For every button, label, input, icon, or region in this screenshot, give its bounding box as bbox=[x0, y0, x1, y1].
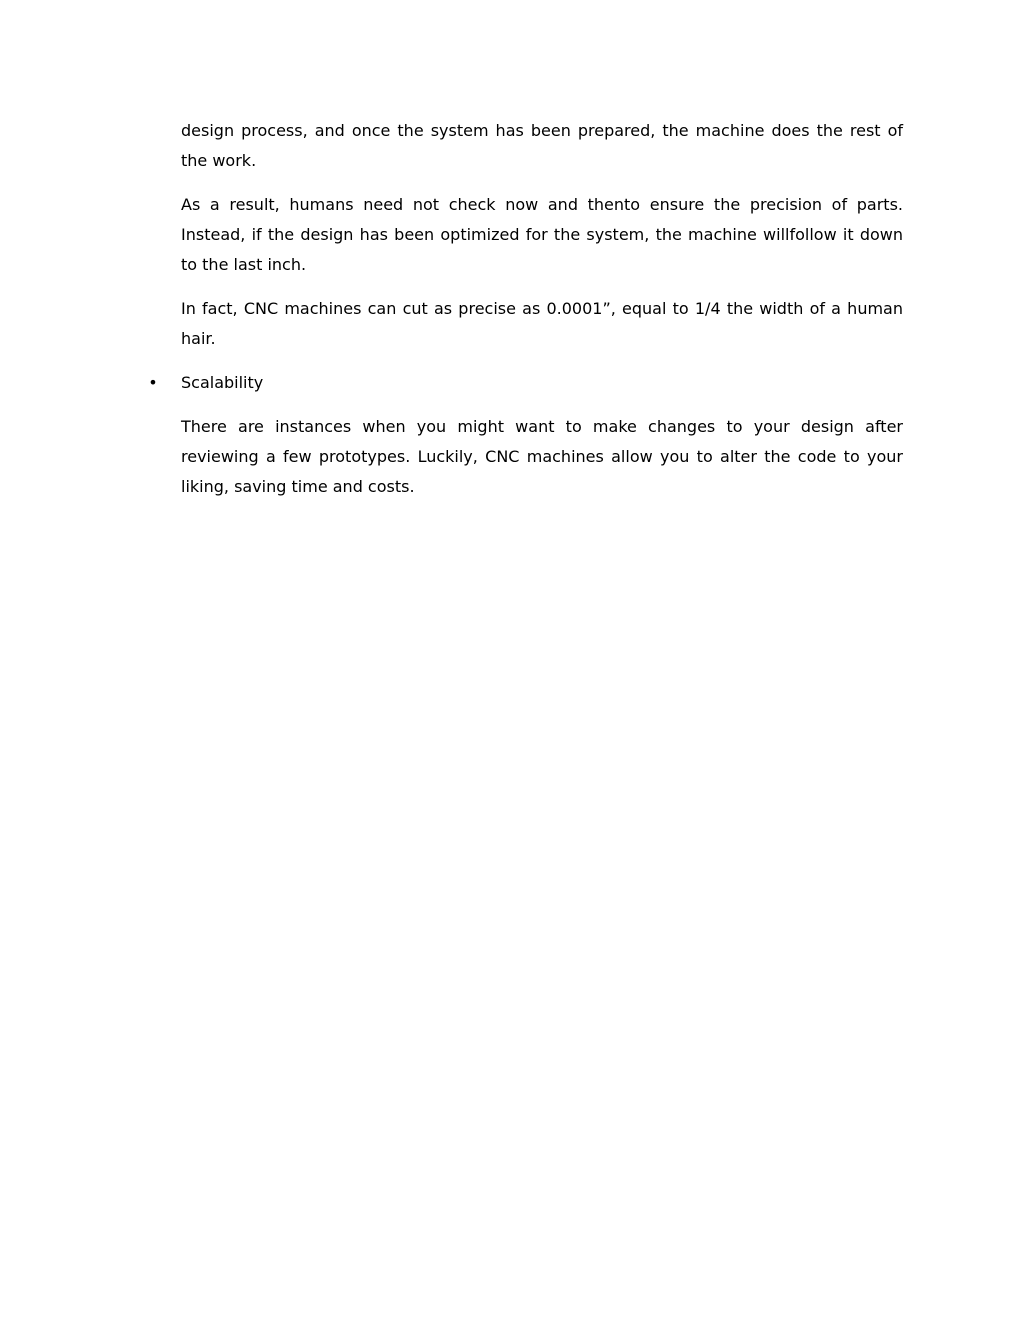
document-body bbox=[148, 116, 903, 516]
paragraph-design-process: design process, and once the system has been prepared, the machine does the rest of the work. bbox=[181, 121, 903, 170]
paragraph-scalability: There are instances when you might want to make changes to your design after reviewing a few prototypes. Luckily, CNC machines allow you to alter the code to your liking, saving time and costs. bbox=[181, 417, 903, 496]
paragraph-cut-precision: In fact, CNC machines can cut as precise as 0.0001”, equal to 1/4 the width of a human hair. bbox=[181, 299, 903, 348]
bullet-marker: • bbox=[148, 373, 158, 392]
paragraph-precision: As a result, humans need not check now and thento ensure the precision of parts. Instead, if the design has been optimized for the system, the machine willfollow it down to the last inch. bbox=[181, 195, 903, 274]
bullet-label: Scalability bbox=[181, 373, 264, 392]
bullet-item-scalability bbox=[148, 368, 903, 398]
